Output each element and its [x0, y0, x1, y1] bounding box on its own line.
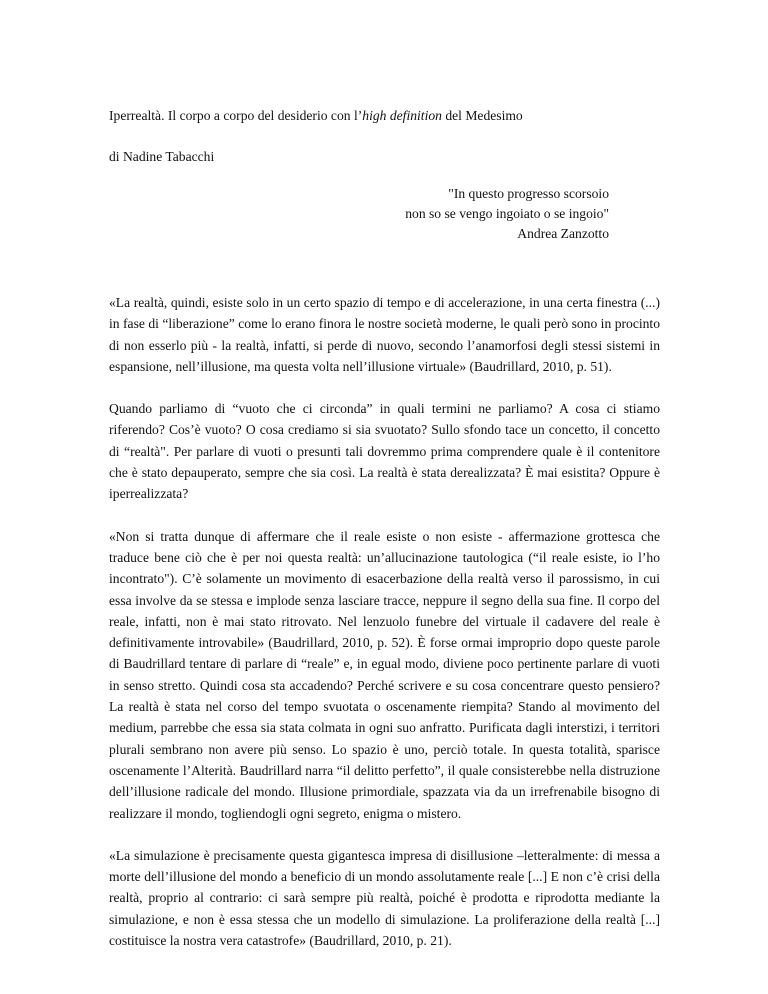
paragraph-4: «La simulazione è precisamente questa gigantesca impresa di disillusione –letteralmente: di messa a morte dell’illusione del mondo a beneficio di un mondo assolutamente reale [...] E non c’è crisi della realtà, proprio al contrario: ci sarà sempre più realtà, poiché è prodotta e riprodotta mediante la simulazione, e non è essa stessa che un modello di simulazione. La proliferazione della realtà [...] costituisce la nostra vera catastrofe» (Baudrillard, 2010, p. 21).	[109, 847, 660, 949]
paragraph-2: Quando parliamo di “vuoto che ci circonda” in quali termini ne parliamo? A cosa ci stiamo riferendo? Cos’è vuoto? O cosa crediamo si sia svuotato? Sullo sfondo tace un concetto, il concetto di “realtà". Per parlare di vuoti o presunti tali dovremmo prima comprendere quale è il contenitore che è stato depauperato, sempre che sia così. La realtà è stata derealizzata? È mai esistita? Oppure è iperrealizzata?	[109, 401, 660, 502]
epigraph-line-2: non so se vengo ingoiato o se ingoio"	[405, 206, 609, 221]
title-text-end: del Medesimo	[441, 108, 523, 123]
article-title	[109, 107, 523, 125]
epigraph-attribution: Andrea Zanzotto	[517, 226, 609, 241]
article-author: di Nadine Tabacchi	[109, 149, 215, 164]
title-text-start: Iperrealtà. Il corpo a corpo del desiderio con l’	[109, 108, 363, 123]
title-italic-text: high definition	[362, 108, 442, 123]
paragraph-1: «La realtà, quindi, esiste solo in un certo spazio di tempo e di accelerazione, in una certa finestra (...) in fase di “liberazione” come lo erano finora le nostre società moderne, le quali però sono in procinto di non esserlo più - la realtà, infatti, si perde di nuovo, secondo l’anamorfosi degli stessi sistemi in espansione, nell’illusione, ma questa volta nell’illusione virtuale» (Baudrillard, 2010, p. 51).	[109, 295, 660, 374]
paragraph-3: «Non si tratta dunque di affermare che il reale esiste o non esiste - affermazione grottesca che traduce bene ciò che è per noi questa realtà: un’allucinazione tautologica (“il reale esiste, io l’ho incontrato"). C’è solamente un movimento di esacerbazione della realtà verso il parossismo, in cui essa involve da se stessa e implode senza lasciare tracce, neppure il segno della sua fine. Il corpo del reale, infatti, non è mai stato ritrovato. Nel lenzuolo funebre del virtuale il cadavere del reale è definitivamente introvabile» (Baudrillard, 2010, p. 52). È forse ormai improprio dopo queste parole di Baudrillard tentare di parlare di “reale” e, in egual modo, diviene poco pertinente parlare di vuoti in senso stretto. Quindi cosa sta accadendo? Perché scrivere e su cosa concentrare questo pensiero? La realtà è stata nel corso del tempo svuotata o oscenamente riempita? Stando al movimento del medium, parrebbe che essa sia stata colmata in ogni suo anfratto. Purificata dagli interstizi, i territori plurali sembrano non avere più senso. Lo spazio è uno, perciò totale. In questa totalità, sparisce oscenamente l’Alterità. Baudrillard narra “il delitto perfetto”, il quale consisterebbe nella distruzione dell’illusione radicale del mondo. Illusione primordiale, spazzata via da un irrefrenabile bisogno di realizzare il mondo, togliendogli ogni segreto, enigma o mistero.	[109, 528, 660, 821]
epigraph	[405, 184, 609, 244]
epigraph-line-1: "In questo progresso scorsoio	[448, 186, 609, 201]
article-body	[109, 292, 660, 972]
